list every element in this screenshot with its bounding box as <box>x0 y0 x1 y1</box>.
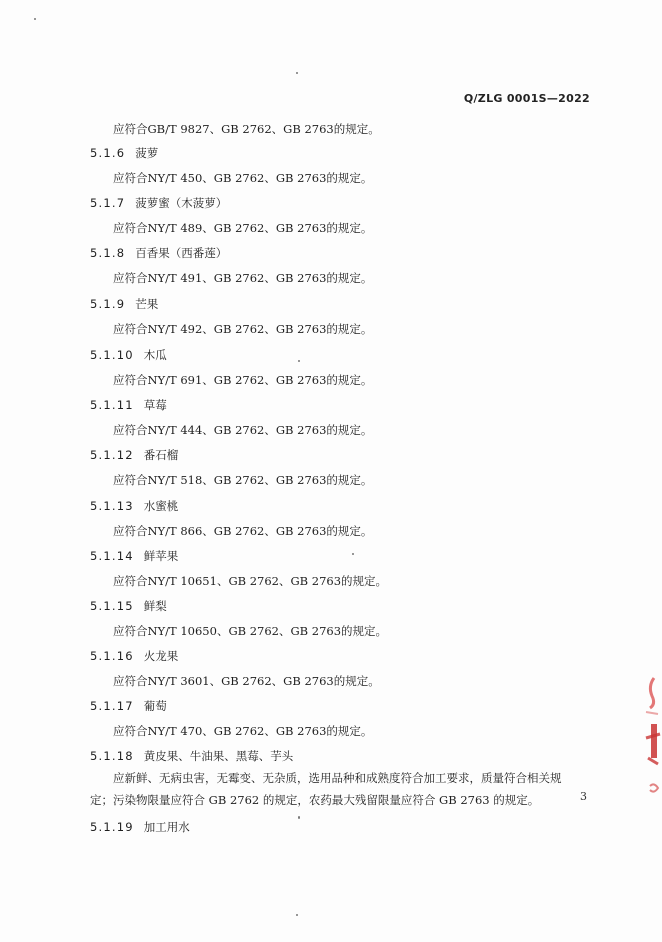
page-number: 3 <box>580 790 587 803</box>
section-number: 5.1.11 <box>90 398 134 412</box>
section-title: 鲜苹果 <box>143 549 179 563</box>
document-code: Q/ZLG 0001S—2022 <box>463 92 590 105</box>
section-heading <box>90 648 178 664</box>
section-number: 5.1.10 <box>90 348 134 362</box>
section-heading <box>90 245 227 261</box>
section-text: 应符合NY/T 470、GB 2762、GB 2763的规定。 <box>113 724 373 738</box>
section-heading <box>90 195 227 211</box>
intro-line: 应符合GB/T 9827、GB 2762、GB 2763的规定。 <box>113 122 380 136</box>
section-text: 应符合NY/T 450、GB 2762、GB 2763的规定。 <box>113 171 373 185</box>
section-heading <box>90 498 178 514</box>
scan-speck <box>296 72 298 74</box>
section-text: 应符合NY/T 10650、GB 2762、GB 2763的规定。 <box>113 624 388 638</box>
section-number: 5.1.8 <box>90 246 126 260</box>
section-text: 应符合NY/T 691、GB 2762、GB 2763的规定。 <box>113 373 373 387</box>
scan-speck <box>298 816 300 819</box>
section-paragraph: 应新鲜、无病虫害，无霉变、无杂质，选用品种和成熟度符合加工要求，质量符合相关规定；污染物限量应符合 GB 2762 的规定，农药最大残留限量应符合 GB 2763 的规定。 <box>90 771 562 807</box>
section-heading <box>90 447 178 463</box>
section-title: 芒果 <box>135 297 159 311</box>
section-number: 5.1.14 <box>90 549 134 563</box>
section-heading <box>90 548 178 564</box>
section-text: 应符合NY/T 491、GB 2762、GB 2763的规定。 <box>113 271 373 285</box>
section-number: 5.1.18 <box>90 749 134 763</box>
section-number: 5.1.19 <box>90 820 134 834</box>
section-title: 菠萝蜜（木菠萝） <box>135 196 228 210</box>
section-title: 草莓 <box>143 398 167 412</box>
section-heading <box>90 698 167 714</box>
section-heading <box>90 819 190 835</box>
section-number: 5.1.6 <box>90 146 126 160</box>
section-title: 黄皮果、牛油果、黑莓、芋头 <box>143 749 294 763</box>
section-title: 鲜梨 <box>143 599 167 613</box>
section-title: 葡萄 <box>143 699 167 713</box>
section-number: 5.1.15 <box>90 599 134 613</box>
section-number: 5.1.16 <box>90 649 134 663</box>
section-heading <box>90 296 158 312</box>
section-number: 5.1.9 <box>90 297 126 311</box>
section-title: 菠萝 <box>135 146 159 160</box>
section-text: 应符合NY/T 3601、GB 2762、GB 2763的规定。 <box>113 674 380 688</box>
section-text: 应符合NY/T 444、GB 2762、GB 2763的规定。 <box>113 423 373 437</box>
section-title: 水蜜桃 <box>143 499 179 513</box>
section-number: 5.1.17 <box>90 699 134 713</box>
section-heading <box>90 598 167 614</box>
section-title: 加工用水 <box>143 820 190 834</box>
section-heading <box>90 748 293 764</box>
section-heading <box>90 347 167 363</box>
section-number: 5.1.12 <box>90 448 134 462</box>
section-text: 应符合NY/T 518、GB 2762、GB 2763的规定。 <box>113 473 373 487</box>
scan-speck <box>352 553 354 555</box>
section-title: 番石榴 <box>143 448 179 462</box>
scan-speck <box>34 18 36 20</box>
section-title: 百香果（西番莲） <box>135 246 228 260</box>
section-title: 火龙果 <box>143 649 179 663</box>
section-number: 5.1.13 <box>90 499 134 513</box>
section-text: 应符合NY/T 866、GB 2762、GB 2763的规定。 <box>113 524 373 538</box>
section-title: 木瓜 <box>143 348 167 362</box>
section-text: 应符合NY/T 492、GB 2762、GB 2763的规定。 <box>113 322 373 336</box>
section-text: 应符合NY/T 10651、GB 2762、GB 2763的规定。 <box>113 574 388 588</box>
scan-speck <box>296 914 298 916</box>
scan-speck <box>298 360 300 362</box>
section-number: 5.1.7 <box>90 196 126 210</box>
section-heading <box>90 145 158 161</box>
red-stamp-fragment <box>628 660 662 820</box>
section-heading <box>90 397 167 413</box>
section-text: 应符合NY/T 489、GB 2762、GB 2763的规定。 <box>113 221 373 235</box>
